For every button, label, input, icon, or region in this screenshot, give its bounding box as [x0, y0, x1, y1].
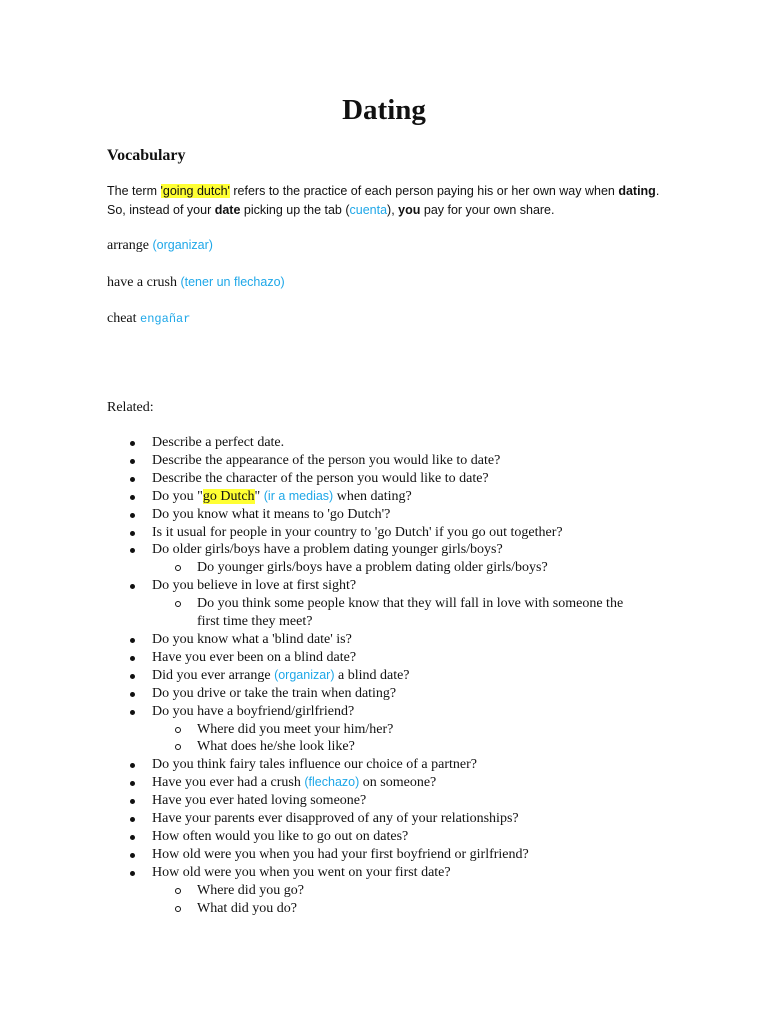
- list-item: Do you "go Dutch" (ir a medias) when dating?: [107, 488, 687, 506]
- sub-list-item-continuation: first time they meet?: [197, 614, 313, 630]
- intro-paragraph: The term 'going dutch' refers to the practice of each person paying his or her own way when dating. So, instead of your date picking up the tab (cuenta), you pay for your own share.: [107, 184, 660, 217]
- vocab-translation: (organizar): [152, 238, 213, 252]
- inline-translation: (ir a medias): [263, 488, 334, 503]
- list-item: Do older girls/boys have a problem dating younger girls/boys?: [107, 541, 687, 559]
- sub-list-item: What does he/she look like?: [107, 738, 687, 756]
- list-item: How often would you like to go out on dates?: [107, 828, 687, 846]
- list-item: Is it usual for people in your country to 'go Dutch' if you go out together?: [107, 524, 687, 542]
- list-item: How old were you when you had your first boyfriend or girlfriend?: [107, 846, 687, 864]
- list-item: Have you ever been on a blind date?: [107, 649, 687, 667]
- inline-translation: (organizar): [274, 667, 335, 682]
- vocab-item: arrange (organizar): [107, 238, 213, 253]
- list-item: Did you ever arrange (organizar) a blind date?: [107, 667, 687, 685]
- vocabulary-heading: Vocabulary: [107, 147, 186, 164]
- page-title: Dating: [342, 94, 426, 126]
- list-item: Describe the appearance of the person you would like to date?: [107, 452, 687, 470]
- list-item: Do you drive or take the train when dating?: [107, 685, 687, 703]
- list-item: How old were you when you went on your first date?: [107, 864, 687, 882]
- list-item: Have you ever hated loving someone?: [107, 792, 687, 810]
- question-list: [107, 434, 687, 917]
- list-item: Do you know what a 'blind date' is?: [107, 631, 687, 649]
- vocab-item: have a crush (tener un flechazo): [107, 275, 285, 290]
- related-label: Related:: [107, 400, 154, 415]
- sub-list-item: Do younger girls/boys have a problem dating older girls/boys?: [107, 559, 687, 577]
- list-item: Have your parents ever disapproved of any of your relationships?: [107, 810, 687, 828]
- sub-list-item: Where did you go?: [107, 882, 687, 900]
- cuenta-translation: cuenta: [349, 203, 388, 217]
- list-item: Do you believe in love at first sight?: [107, 577, 687, 595]
- sub-list-item: Do you think some people know that they will fall in love with someone the: [107, 595, 687, 613]
- list-item: Describe a perfect date.: [107, 434, 687, 452]
- inline-translation: (flechazo): [304, 775, 360, 790]
- sub-list-item: Where did you meet your him/her?: [107, 721, 687, 739]
- list-item: Describe the character of the person you would like to date?: [107, 470, 687, 488]
- list-item: Have you ever had a crush (flechazo) on someone?: [107, 774, 687, 792]
- list-item: Do you know what it means to 'go Dutch'?: [107, 506, 687, 524]
- list-item: Do you have a boyfriend/girlfriend?: [107, 703, 687, 721]
- sub-list-item: What did you do?: [107, 900, 687, 918]
- go-dutch-highlight: go Dutch: [202, 488, 255, 504]
- vocab-item: cheat engañar: [107, 311, 191, 326]
- vocab-translation: (tener un flechazo): [180, 275, 285, 289]
- going-dutch-highlight: 'going dutch': [160, 184, 230, 198]
- vocab-translation: engañar: [140, 312, 191, 326]
- list-item: Do you think fairy tales influence our choice of a partner?: [107, 756, 687, 774]
